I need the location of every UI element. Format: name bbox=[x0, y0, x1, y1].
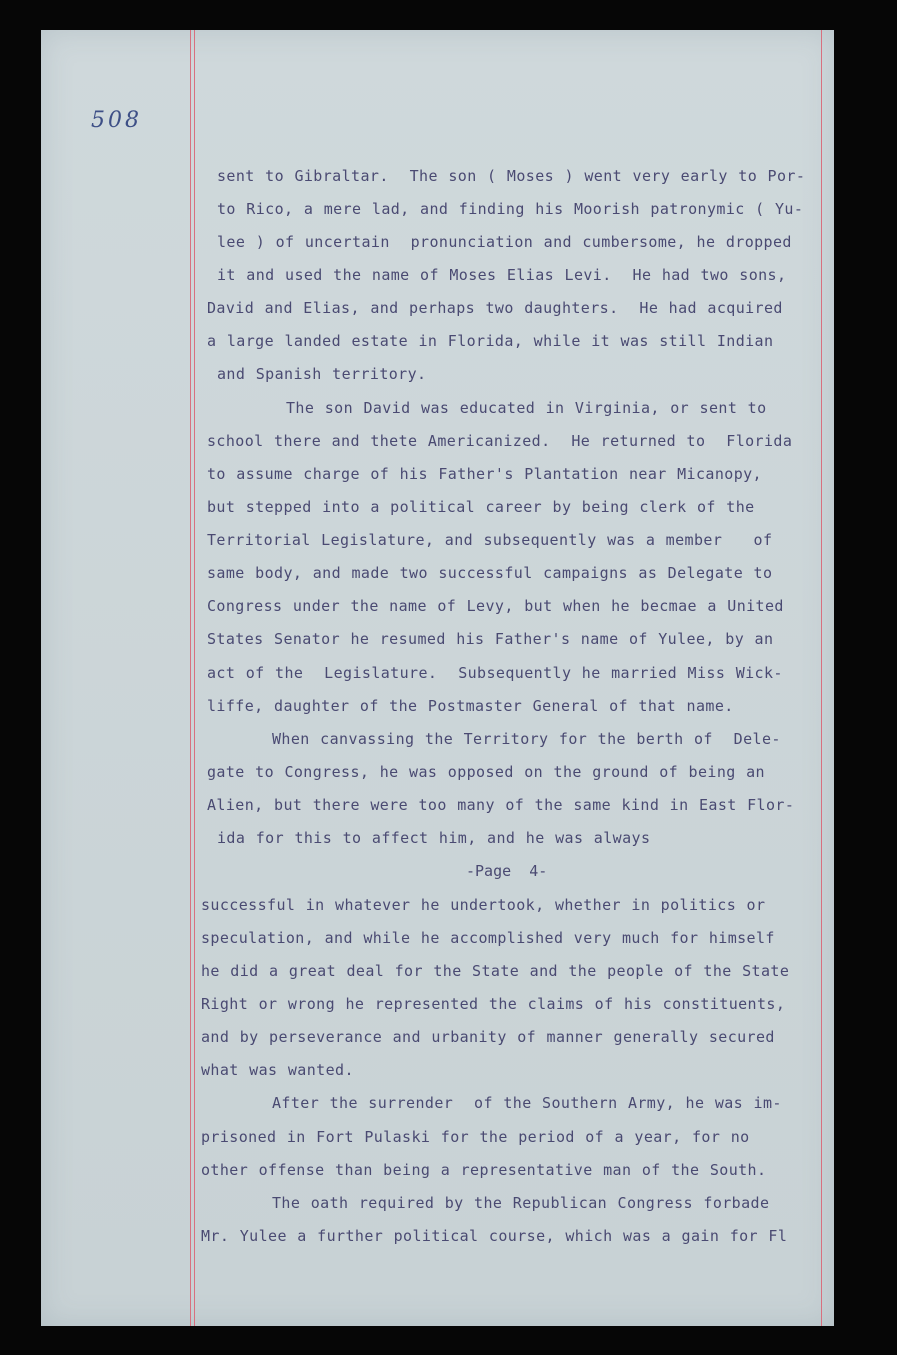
text-line: Right or wrong he represented the claims of his constituents, bbox=[201, 995, 786, 1013]
text-line: liffe, daughter of the Postmaster General of that name. bbox=[207, 697, 734, 715]
text-line: a large landed estate in Florida, while it was still Indian bbox=[207, 332, 774, 350]
text-line: gate to Congress, he was opposed on the ground of being an bbox=[207, 763, 765, 781]
folio-number: 508 bbox=[91, 108, 142, 133]
text-line: Territorial Legislature, and subsequently was a member of bbox=[207, 531, 773, 549]
left-margin-rule bbox=[190, 30, 191, 1326]
text-line: what was wanted. bbox=[201, 1061, 354, 1079]
text-line: Mr. Yulee a further political course, which was a gain for Fl bbox=[201, 1227, 788, 1245]
text-line: ida for this to affect him, and he was always bbox=[217, 829, 651, 847]
text-line: other offense than being a representative man of the South. bbox=[201, 1161, 767, 1179]
text-line: to assume charge of his Father's Plantation near Micanopy, bbox=[207, 465, 762, 483]
text-line: When canvassing the Territory for the berth of Dele- bbox=[272, 730, 781, 748]
text-line: sent to Gibraltar. The son ( Moses ) went very early to Por- bbox=[217, 167, 806, 185]
text-line: prisoned in Fort Pulaski for the period of a year, for no bbox=[201, 1128, 750, 1146]
text-line: Alien, but there were too many of the same kind in East Flor- bbox=[207, 796, 795, 814]
text-line: act of the Legislature. Subsequently he married Miss Wick- bbox=[207, 664, 783, 682]
text-line: lee ) of uncertain pronunciation and cumbersome, he dropped bbox=[217, 233, 792, 251]
typewritten-page bbox=[41, 30, 834, 1326]
text-line: same body, and made two successful campaigns as Delegate to bbox=[207, 564, 773, 582]
text-line: States Senator he resumed his Father's name of Yulee, by an bbox=[207, 630, 774, 648]
text-line: The oath required by the Republican Congress forbade bbox=[272, 1194, 770, 1212]
text-line: he did a great deal for the State and the people of the State bbox=[201, 962, 790, 980]
text-line: it and used the name of Moses Elias Levi. He had two sons, bbox=[217, 266, 787, 284]
text-line: successful in whatever he undertook, whether in politics or bbox=[201, 896, 766, 914]
text-line: school there and thete Americanized. He returned to Florida bbox=[207, 432, 793, 450]
text-line: Congress under the name of Levy, but when he becmae a United bbox=[207, 597, 784, 615]
text-line: and by perseverance and urbanity of manner generally secured bbox=[201, 1028, 775, 1046]
text-line: to Rico, a mere lad, and finding his Moorish patronymic ( Yu- bbox=[217, 200, 804, 218]
left-margin-rule-inner bbox=[194, 30, 195, 1326]
text-line: speculation, and while he accomplished very much for himself bbox=[201, 929, 775, 947]
text-line: After the surrender of the Southern Army, he was im- bbox=[272, 1094, 782, 1112]
page-marker: -Page 4- bbox=[466, 862, 548, 880]
text-line: David and Elias, and perhaps two daughters. He had acquired bbox=[207, 299, 783, 317]
text-line: The son David was educated in Virginia, or sent to bbox=[286, 399, 767, 417]
text-line: and Spanish territory. bbox=[217, 365, 427, 383]
right-margin-rule bbox=[821, 30, 822, 1326]
text-line: but stepped into a political career by being clerk of the bbox=[207, 498, 755, 516]
